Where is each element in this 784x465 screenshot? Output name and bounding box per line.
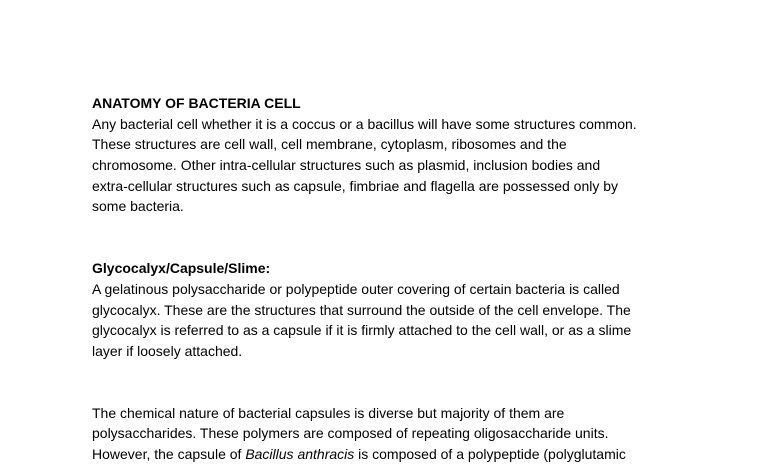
text-run: However, the capsule of bbox=[92, 445, 246, 462]
document-page bbox=[92, 93, 732, 465]
spacer bbox=[92, 383, 732, 403]
paragraph-line: some bacteria. bbox=[92, 198, 184, 215]
spacer bbox=[92, 362, 732, 383]
spacer bbox=[92, 238, 732, 258]
section-capsule-chemistry bbox=[92, 403, 732, 465]
paragraph-line: polysaccharides. These polymers are composed of repeating oligosaccharide units. bbox=[92, 425, 609, 442]
paragraph-line: These structures are cell wall, cell membrane, cytoplasm, ribosomes and the bbox=[92, 136, 567, 153]
spacer bbox=[92, 217, 732, 238]
species-name: Bacillus anthracis bbox=[245, 445, 355, 462]
paragraph-line: A gelatinous polysaccharide or polypeptide outer covering of certain bacteria is called bbox=[92, 280, 620, 297]
text-run: is composed of a polypeptide (polyglutamic bbox=[354, 445, 626, 462]
section-heading-glycocalyx: Glycocalyx/Capsule/Slime: bbox=[92, 260, 271, 277]
paragraph-line: layer if loosely attached. bbox=[92, 342, 243, 359]
paragraph-line: glycocalyx is referred to as a capsule if it is firmly attached to the cell wall, or as a slime bbox=[92, 322, 632, 339]
paragraph-line: The chemical nature of bacterial capsules is diverse but majority of them are bbox=[92, 404, 565, 421]
section-heading-anatomy: ANATOMY OF BACTERIA CELL bbox=[92, 95, 301, 111]
paragraph-line bbox=[92, 444, 732, 465]
paragraph-line: chromosome. Other intra-cellular structures such as plasmid, inclusion bodies and bbox=[92, 157, 601, 174]
paragraph-line: extra-cellular structures such as capsule, fimbriae and flagella are possessed only by bbox=[92, 177, 619, 194]
paragraph-line: Any bacterial cell whether it is a coccus or a bacillus will have some structures common. bbox=[92, 115, 637, 132]
section-anatomy bbox=[92, 93, 732, 217]
section-glycocalyx bbox=[92, 258, 732, 361]
paragraph-line: glycocalyx. These are the structures that surround the outside of the cell envelope. The bbox=[92, 301, 631, 318]
